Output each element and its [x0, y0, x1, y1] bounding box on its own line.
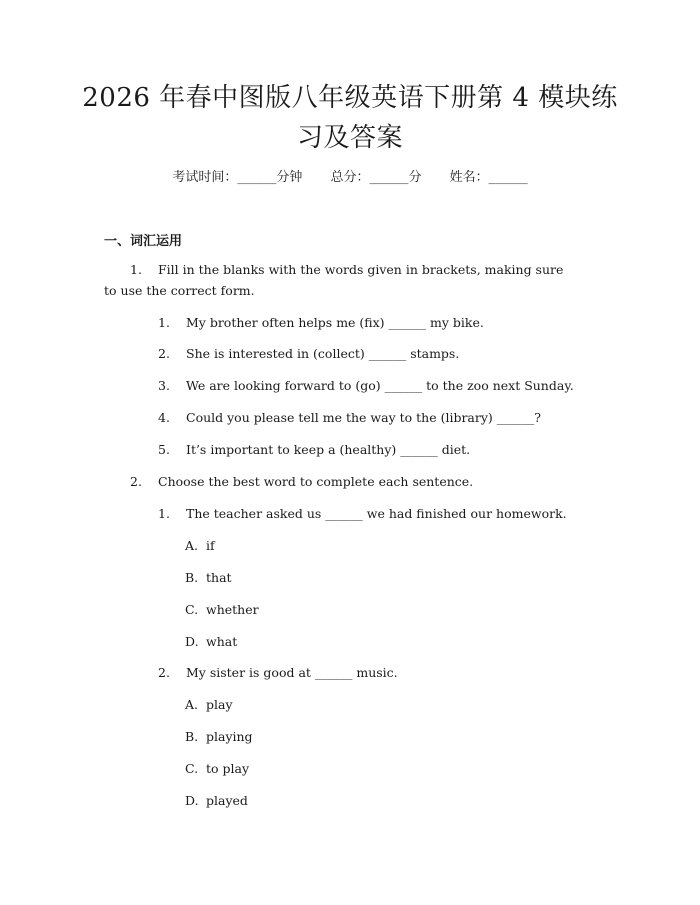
option-letter: B. [185, 570, 199, 585]
title-line-2: 习及答案 [296, 123, 403, 153]
option-letter: C. [185, 761, 199, 776]
item-number: 1. [158, 506, 170, 521]
option [185, 760, 249, 778]
item-text: She is interested in (collect) ______ stamps. [186, 346, 460, 361]
question-2-instruction [130, 473, 473, 491]
item-number: 3. [158, 378, 170, 393]
option-text: what [206, 634, 238, 649]
option-text: play [206, 697, 233, 712]
option [185, 696, 233, 714]
item-number: 2. [158, 346, 170, 361]
question-1-instruction-cont: to use the correct form. [104, 283, 255, 298]
option [185, 792, 248, 810]
item-text: My sister is good at ______ music. [186, 665, 398, 680]
option [185, 633, 237, 651]
option-text: if [206, 538, 215, 553]
student-name: 姓名：______ [449, 170, 528, 185]
option-letter: A. [185, 697, 199, 712]
exam-info [0, 169, 700, 187]
option-letter: D. [185, 634, 199, 649]
section-heading: 一、词汇运用 [104, 234, 183, 249]
exam-time: 考试时间：______分钟 [172, 170, 303, 185]
list-item [158, 505, 567, 523]
list-item [158, 345, 459, 363]
option-text: playing [206, 729, 253, 744]
exam-score: 总分：______分 [330, 170, 422, 185]
list-item [158, 664, 398, 682]
option [185, 728, 253, 746]
option-letter: D. [185, 793, 199, 808]
list-item [158, 409, 541, 427]
item-number: 4. [158, 410, 170, 425]
question-1-instruction [130, 261, 563, 279]
list-item [158, 377, 574, 395]
item-text: It’s important to keep a (healthy) ______ diet. [186, 442, 471, 457]
option [185, 569, 232, 587]
option [185, 537, 215, 555]
option-text: to play [206, 761, 250, 776]
item-text: Could you please tell me the way to the (library) ______? [186, 410, 541, 425]
option-text: that [206, 570, 232, 585]
instruction-text: Choose the best word to complete each sentence. [158, 474, 474, 489]
question-number: 2. [130, 474, 142, 489]
item-text: We are looking forward to (go) ______ to the zoo next Sunday. [186, 378, 574, 393]
title-line-1: 2026 年春中图版八年级英语下册第 4 模块练 [82, 83, 618, 113]
list-item [158, 314, 484, 332]
item-number: 2. [158, 665, 170, 680]
item-text: The teacher asked us ______ we had finished our homework. [186, 506, 567, 521]
option-text: played [206, 793, 248, 808]
option [185, 601, 259, 619]
list-item [158, 441, 470, 459]
option-letter: C. [185, 602, 199, 617]
item-number: 5. [158, 442, 170, 457]
option-letter: A. [185, 538, 199, 553]
item-text: My brother often helps me (fix) ______ my bike. [186, 315, 484, 330]
option-letter: B. [185, 729, 199, 744]
question-number: 1. [130, 262, 142, 277]
instruction-text: Fill in the blanks with the words given in brackets, making sure [158, 262, 564, 277]
page-title [60, 78, 640, 158]
option-text: whether [206, 602, 259, 617]
item-number: 1. [158, 315, 170, 330]
